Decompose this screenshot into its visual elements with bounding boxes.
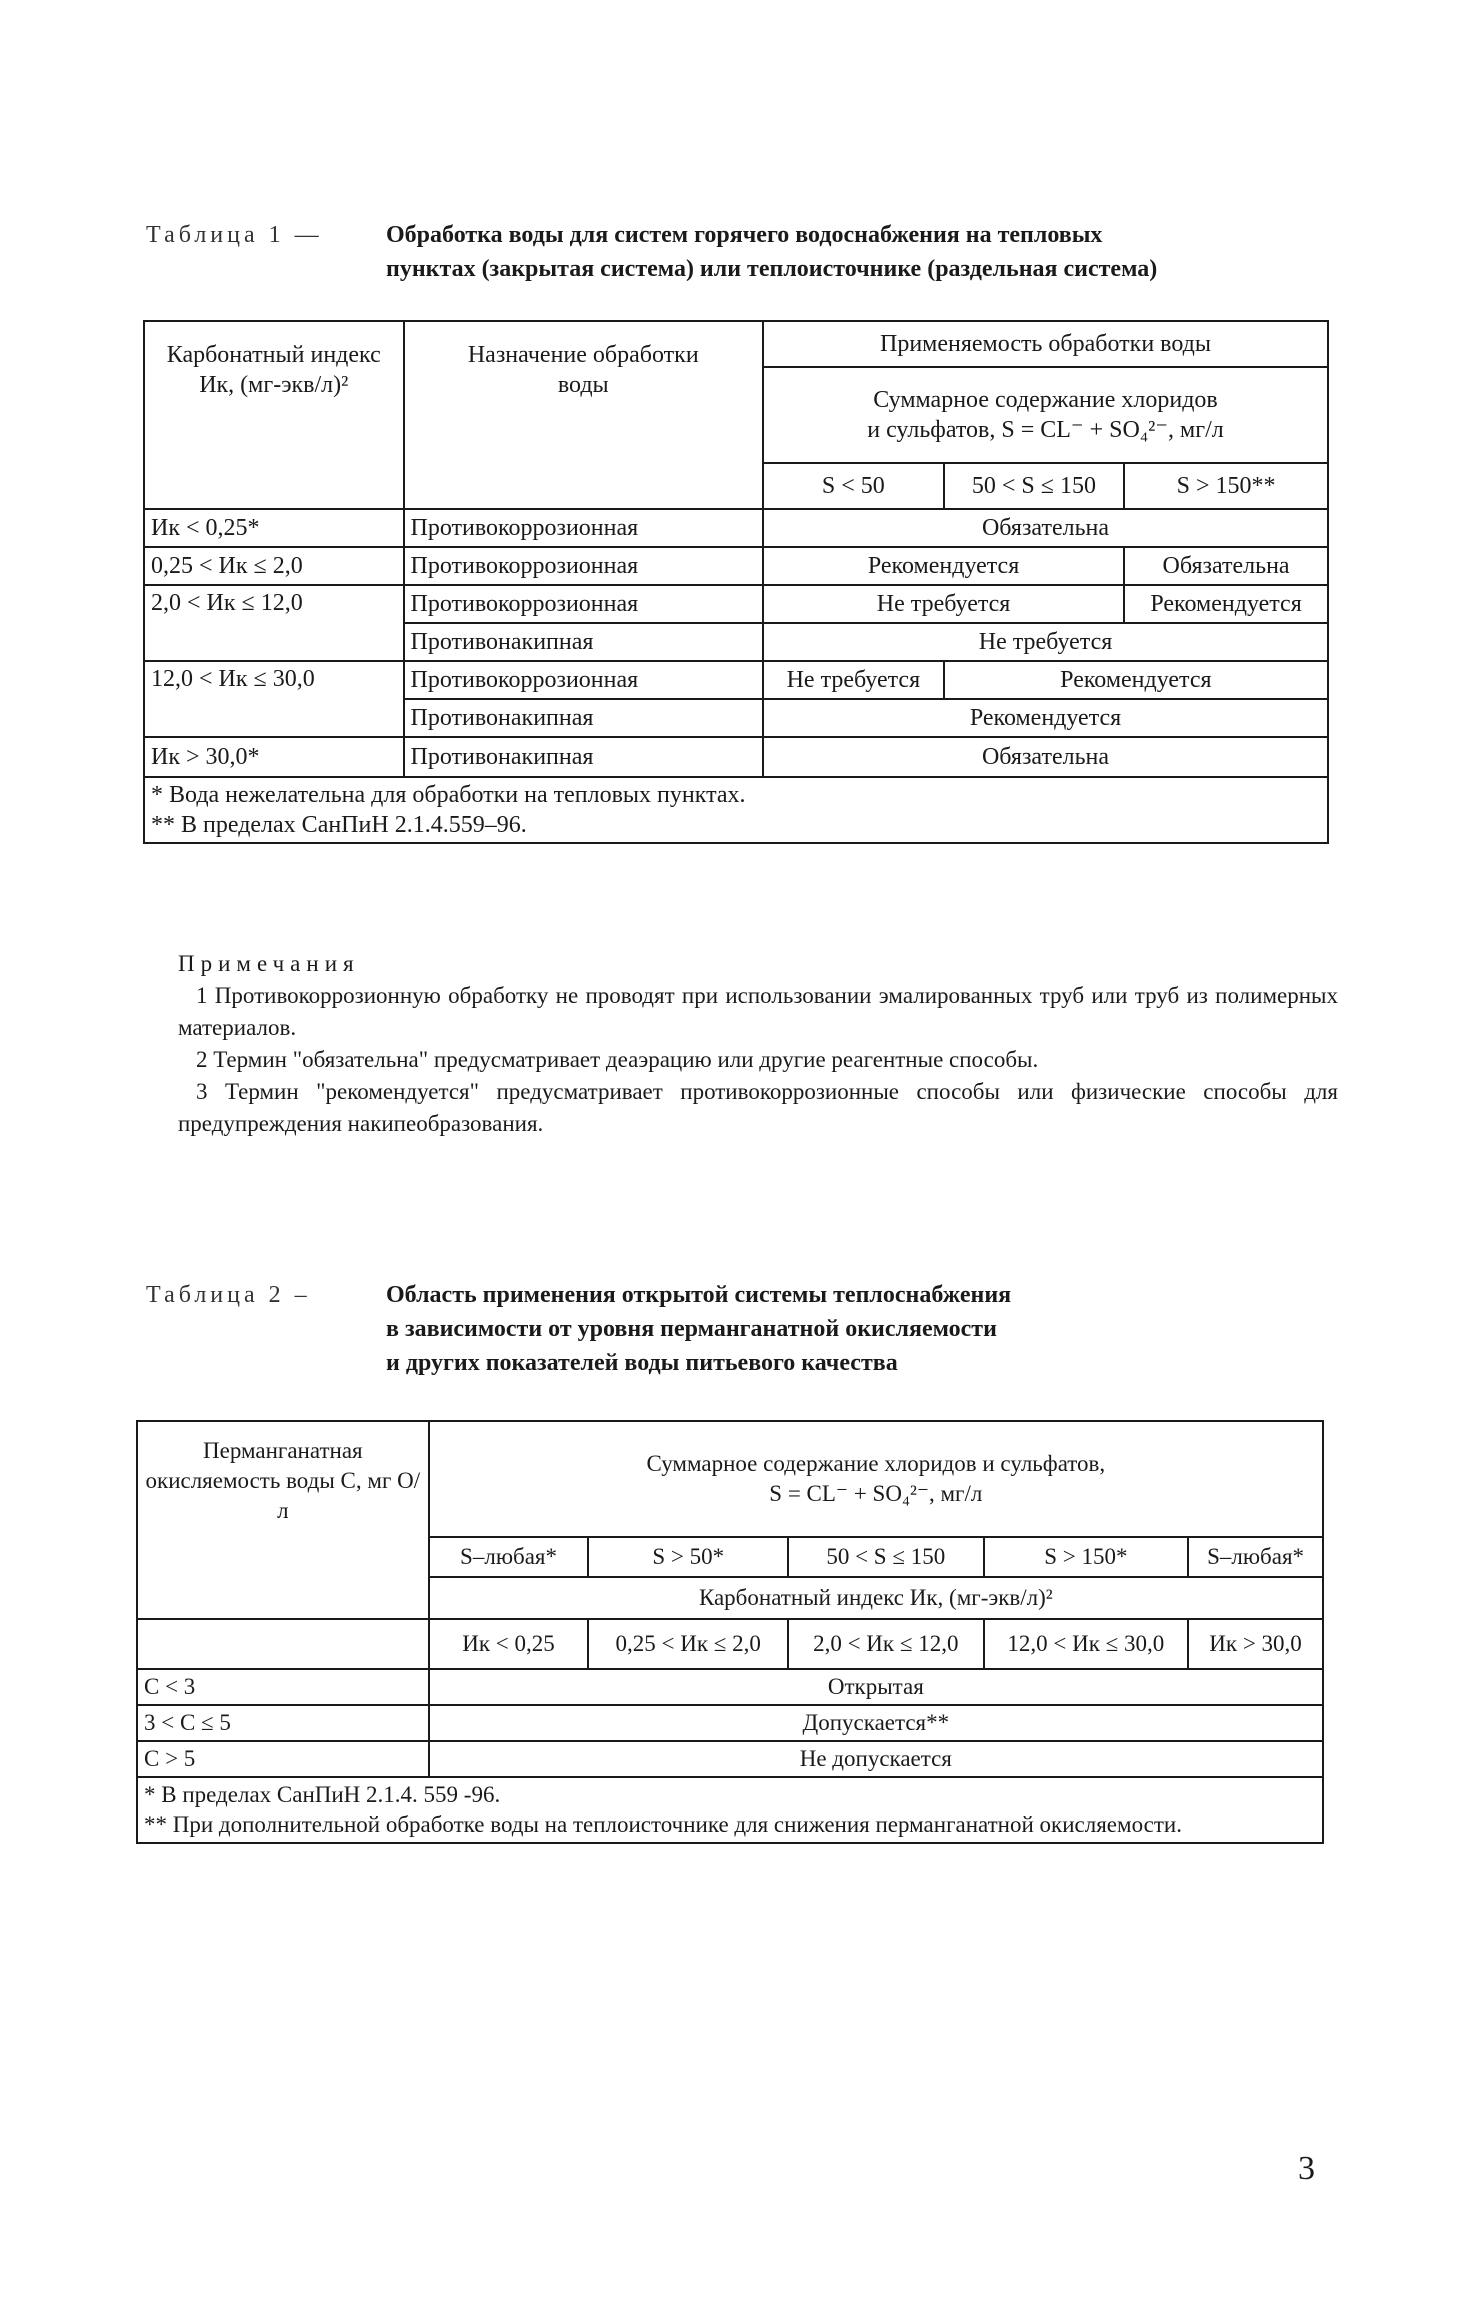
row-index: 2,0 < Ик ≤ 12,0 [144, 585, 404, 661]
row-index: Ик > 30,0* [144, 737, 404, 777]
row-purpose: Противонакипная [404, 737, 763, 777]
table-row [144, 547, 1328, 585]
table2-header-k: 12,0 < Ик ≤ 30,0 [984, 1619, 1189, 1669]
table1-footnotes [144, 777, 1328, 843]
row-purpose: Противокоррозионная [404, 547, 763, 585]
table1 [143, 320, 1329, 844]
row-value: Не требуется [763, 585, 1124, 623]
table1-header-sum [763, 367, 1328, 463]
table2-label: Таблица 2 – [146, 1282, 311, 1308]
table2-header-k: Ик < 0,25 [429, 1619, 589, 1669]
row-purpose: Противонакипная [404, 699, 763, 737]
table1-title-line: пунктах (закрытая система) или теплоисточнике (раздельная система) [386, 256, 1158, 282]
table-row [137, 1669, 1323, 1705]
row-index: 0,25 < Ик ≤ 2,0 [144, 547, 404, 585]
row-value: Не допускается [429, 1741, 1323, 1777]
row-index: 12,0 < Ик ≤ 30,0 [144, 661, 404, 737]
row-c: С > 5 [137, 1741, 429, 1777]
row-c: 3 < С ≤ 5 [137, 1705, 429, 1741]
table-row [144, 509, 1328, 547]
note-item: 2 Термин "обязательна" предусматривает деаэрацию или другие реагентные способы. [196, 1047, 1039, 1072]
table-row [137, 1705, 1323, 1741]
notes [178, 948, 1338, 1140]
table1-caption [146, 218, 1346, 290]
table2-header-blank [137, 1619, 429, 1669]
table1-header-sum-line: и сульфатов, S = CL⁻ + SO₄²⁻, мг/л [867, 417, 1224, 443]
row-value: Открытая [429, 1669, 1323, 1705]
row-value: Рекомендуется [763, 699, 1328, 737]
row-purpose: Противокоррозионная [404, 661, 763, 699]
table2-caption [146, 1278, 1346, 1388]
table2 [136, 1420, 1324, 1844]
table1-header-s-gt-150: S > 150** [1124, 463, 1328, 509]
footnote: * В пределах СанПиН 2.1.4. 559 -96. [144, 1782, 501, 1807]
footnote: * Вода нежелательна для обработки на тепловых пунктах. [151, 782, 746, 808]
table2-header-oxidizability: Перманганатная окисляемость воды С, мг О/л [137, 1421, 429, 1619]
table1-header-carbonate-index: Карбонатный индекс Ик, (мг-экв/л)² [144, 321, 404, 509]
table2-header-s: S–любая* [429, 1537, 589, 1577]
table1-title [386, 218, 1157, 286]
row-value: Обязательна [763, 509, 1328, 547]
table1-header-purpose: Назначение обработки воды [404, 321, 763, 509]
table-row [137, 1741, 1323, 1777]
footnote: ** В пределах СанПиН 2.1.4.559–96. [151, 812, 527, 838]
footnote: ** При дополнительной обработке воды на теплоисточнике для снижения перманганатной окисляемости. [144, 1812, 1182, 1837]
page-number: 3 [1298, 2150, 1315, 2187]
row-index: Ик < 0,25* [144, 509, 404, 547]
table1-header-s-50-150: 50 < S ≤ 150 [944, 463, 1124, 509]
table2-header-sum-line: S = CL⁻ + SO₄²⁻, мг/л [769, 1481, 983, 1506]
table2-header-s: S > 50* [588, 1537, 788, 1577]
table2-header-k: 2,0 < Ик ≤ 12,0 [788, 1619, 984, 1669]
table1-header-s-lt-50: S < 50 [763, 463, 944, 509]
row-value: Рекомендуется [1124, 585, 1328, 623]
table2-title-line: Область применения открытой системы теплоснабжения [386, 1282, 1012, 1308]
notes-heading: Примечания [178, 951, 360, 976]
table2-title-line: и других показателей воды питьевого качества [386, 1350, 898, 1376]
note-item: 1 Противокоррозионную обработку не проводят при использовании эмалированных труб или труб из полимерных материалов. [178, 983, 1338, 1040]
table2-title-line: в зависимости от уровня перманганатной окисляемости [386, 1316, 997, 1342]
table2-header-s: S > 150* [984, 1537, 1189, 1577]
table2-header-carbonate: Карбонатный индекс Ик, (мг-экв/л)² [429, 1577, 1323, 1619]
row-value: Рекомендуется [944, 661, 1328, 699]
row-purpose: Противонакипная [404, 623, 763, 661]
table2-header-k: 0,25 < Ик ≤ 2,0 [588, 1619, 788, 1669]
table1-title-line: Обработка воды для систем горячего водоснабжения на тепловых [386, 222, 1103, 248]
table-row [144, 661, 1328, 699]
table2-header-s: 50 < S ≤ 150 [788, 1537, 984, 1577]
row-c: С < 3 [137, 1669, 429, 1705]
row-purpose: Противокоррозионная [404, 509, 763, 547]
table1-header-applicability: Применяемость обработки воды [763, 321, 1328, 367]
row-value: Не требуется [763, 623, 1328, 661]
row-value: Обязательна [763, 737, 1328, 777]
table1-label: Таблица 1 — [146, 222, 323, 248]
table2-header-k: Ик > 30,0 [1188, 1619, 1323, 1669]
note-item: 3 Термин "рекомендуется" предусматривает противокоррозионные способы или физические способы для предупреждения накипеобразования. [178, 1079, 1338, 1136]
row-value: Обязательна [1124, 547, 1328, 585]
table2-title [386, 1278, 1011, 1380]
table2-header-s: S–любая* [1188, 1537, 1323, 1577]
table-row [144, 585, 1328, 623]
row-value: Рекомендуется [763, 547, 1124, 585]
table2-footnotes [137, 1777, 1323, 1843]
table2-header-sum-line: Суммарное содержание хлоридов и сульфатов, [646, 1451, 1106, 1476]
table2-header-sum [429, 1421, 1323, 1537]
row-purpose: Противокоррозионная [404, 585, 763, 623]
table1-header-sum-line: Суммарное содержание хлоридов [873, 387, 1218, 413]
row-value: Допускается** [429, 1705, 1323, 1741]
row-value: Не требуется [763, 661, 944, 699]
table-row [144, 737, 1328, 777]
